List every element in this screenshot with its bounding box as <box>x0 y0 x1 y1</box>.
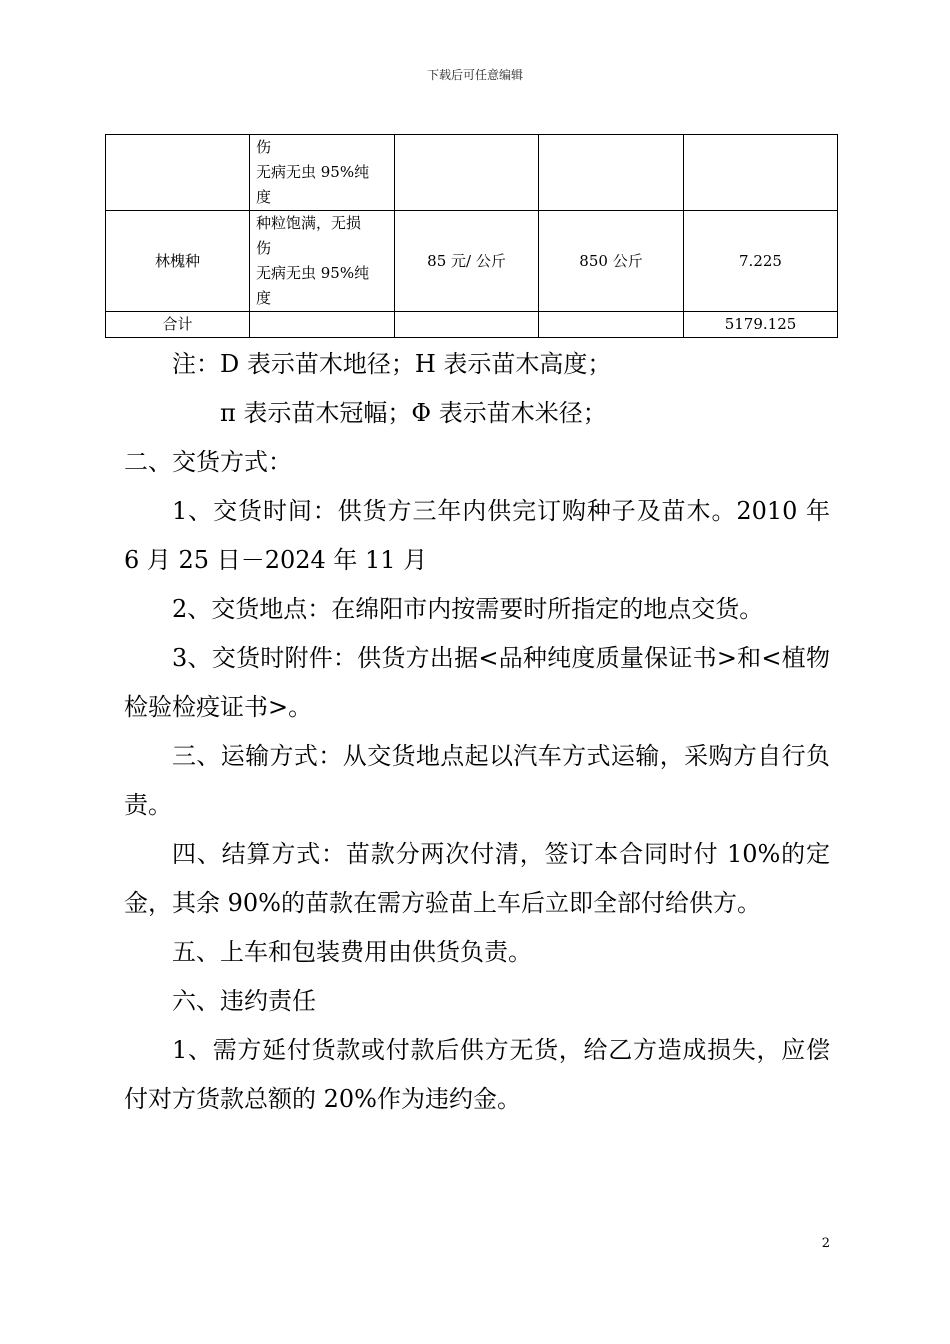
section-heading: 六、违约责任 <box>172 987 316 1015</box>
paragraph: 1、交货时间：供货方三年内供完订购种子及苗木。2010 年 6 月 25 日－2024 年 11 月 <box>124 497 830 574</box>
amount-cell <box>684 135 838 211</box>
paragraph: 三、运输方式：从交货地点起以汽车方式运输，采购方自行负责。 <box>124 742 830 819</box>
paragraph: 四、结算方式：苗款分两次付清，签订本合同时付 10%的定金，其余 90%的苗款在需方验苗上车后立即全部付给供方。 <box>124 840 830 917</box>
empty-cell <box>250 312 395 338</box>
item-name-cell: 林槐种 <box>106 211 250 312</box>
quality-line: 伤 <box>256 138 272 156</box>
paragraph: 1、需方延付货款或付款后供方无货，给乙方造成损失，应偿付对方货款总额的 20%作为违约金。 <box>124 1036 830 1113</box>
item-name-cell <box>106 135 250 211</box>
page-header: 下载后可任意编辑 <box>426 68 523 82</box>
table-total-row <box>106 312 838 338</box>
quality-line: 无病无虫 95%纯 <box>256 163 370 181</box>
quality-cell <box>250 135 395 211</box>
table-row <box>106 135 838 211</box>
quality-cell <box>250 211 395 312</box>
amount-cell: 7.225 <box>684 211 838 312</box>
price-cell: 85 元/ 公斤 <box>395 211 539 312</box>
contract-body <box>124 340 830 1124</box>
total-label-cell: 合计 <box>106 312 250 338</box>
table-row <box>106 211 838 312</box>
note-line: 注：D 表示苗木地径；H 表示苗木高度； <box>172 350 612 378</box>
price-cell <box>395 135 539 211</box>
section-heading: 二、交货方式： <box>124 448 292 476</box>
quality-line: 种粒饱满，无损 <box>256 214 362 232</box>
paragraph: 2、交货地点：在绵阳市内按需要时所指定的地点交货。 <box>172 595 764 623</box>
empty-cell <box>395 312 539 338</box>
quality-line: 无病无虫 95%纯 <box>256 264 370 282</box>
quality-line: 伤 <box>256 239 272 257</box>
total-amount-cell: 5179.125 <box>684 312 838 338</box>
page-number: 2 <box>821 1236 830 1251</box>
paragraph: 五、上车和包装费用由供货负责。 <box>172 938 532 966</box>
quality-line: 度 <box>256 289 272 307</box>
quantity-cell: 850 公斤 <box>539 211 684 312</box>
paragraph: 3、交货时附件：供货方出据<品种纯度质量保证书>和<植物检验检疫证书>。 <box>124 644 830 721</box>
seed-price-table <box>105 134 838 338</box>
quantity-cell <box>539 135 684 211</box>
note-line: π 表示苗木冠幅；Φ 表示苗木米径； <box>220 399 607 427</box>
quality-line: 度 <box>256 188 272 206</box>
empty-cell <box>539 312 684 338</box>
